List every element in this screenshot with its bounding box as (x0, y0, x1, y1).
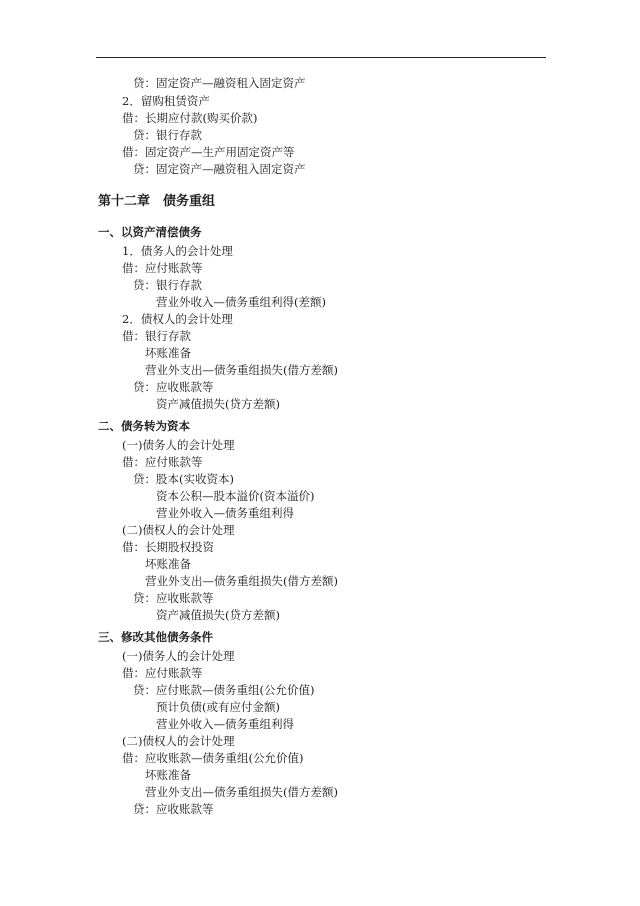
text-line: (二)债权人的会计处理 (122, 523, 235, 537)
text-line: 营业外收入—债务重组利得 (156, 717, 294, 731)
text-line: 贷：应付账款—债务重组(公允价值) (133, 683, 315, 697)
text-line: 资本公积—股本溢价(资本溢价) (156, 489, 315, 503)
text-line: 资产减值损失(贷方差额) (156, 397, 280, 411)
text-line: 贷：银行存款 (133, 278, 202, 292)
text-line: 坏账准备 (145, 346, 191, 360)
section-heading: 二、债务转为资本 (98, 419, 190, 433)
text-line: (一)债务人的会计处理 (122, 649, 235, 663)
text-line: 1．债务人的会计处理 (122, 244, 233, 258)
text-line: 资产减值损失(贷方差额) (156, 608, 280, 622)
text-line: 营业外支出—债务重组损失(借方差额) (145, 785, 338, 799)
text-line: 贷：固定资产—融资租入固定资产 (133, 76, 306, 90)
text-line: 借：长期股权投资 (122, 540, 214, 554)
text-line: 2．留购租赁资产 (122, 94, 210, 108)
text-line: 贷：股本(实收资本) (133, 472, 234, 486)
text-line: 营业外收入—债务重组利得 (156, 506, 294, 520)
text-line: (一)债务人的会计处理 (122, 438, 235, 452)
text-line: 借：应付账款等 (122, 261, 203, 275)
text-line: 营业外收入—债务重组利得(差额) (156, 295, 326, 309)
text-line: (二)债权人的会计处理 (122, 734, 235, 748)
text-line: 借：应付账款等 (122, 455, 203, 469)
chapter-title: 第十二章 债务重组 (98, 194, 216, 209)
text-line: 预计负债(或有应付金额) (156, 700, 280, 714)
text-line: 贷：固定资产—融资租入固定资产 (133, 162, 306, 176)
header-rule (96, 57, 546, 58)
text-line: 坏账准备 (145, 557, 191, 571)
text-line: 借：银行存款 (122, 329, 191, 343)
text-line: 贷：应收账款等 (133, 591, 214, 605)
text-line: 借：应收账款—债务重组(公允价值) (122, 751, 304, 765)
text-line: 2．债权人的会计处理 (122, 312, 233, 326)
text-line: 营业外支出—债务重组损失(借方差额) (145, 363, 338, 377)
text-line: 坏账准备 (145, 768, 191, 782)
text-line: 借：固定资产—生产用固定资产等 (122, 145, 295, 159)
text-line: 贷：应收账款等 (133, 802, 214, 816)
text-line: 借：长期应付款(购买价款) (122, 111, 258, 125)
text-line: 贷：应收账款等 (133, 380, 214, 394)
text-line: 贷：银行存款 (133, 128, 202, 142)
section-heading: 三、修改其他债务条件 (98, 630, 213, 644)
text-line: 借：应付账款等 (122, 666, 203, 680)
text-line: 营业外支出—债务重组损失(借方差额) (145, 574, 338, 588)
section-heading: 一、以资产清偿债务 (98, 225, 202, 239)
